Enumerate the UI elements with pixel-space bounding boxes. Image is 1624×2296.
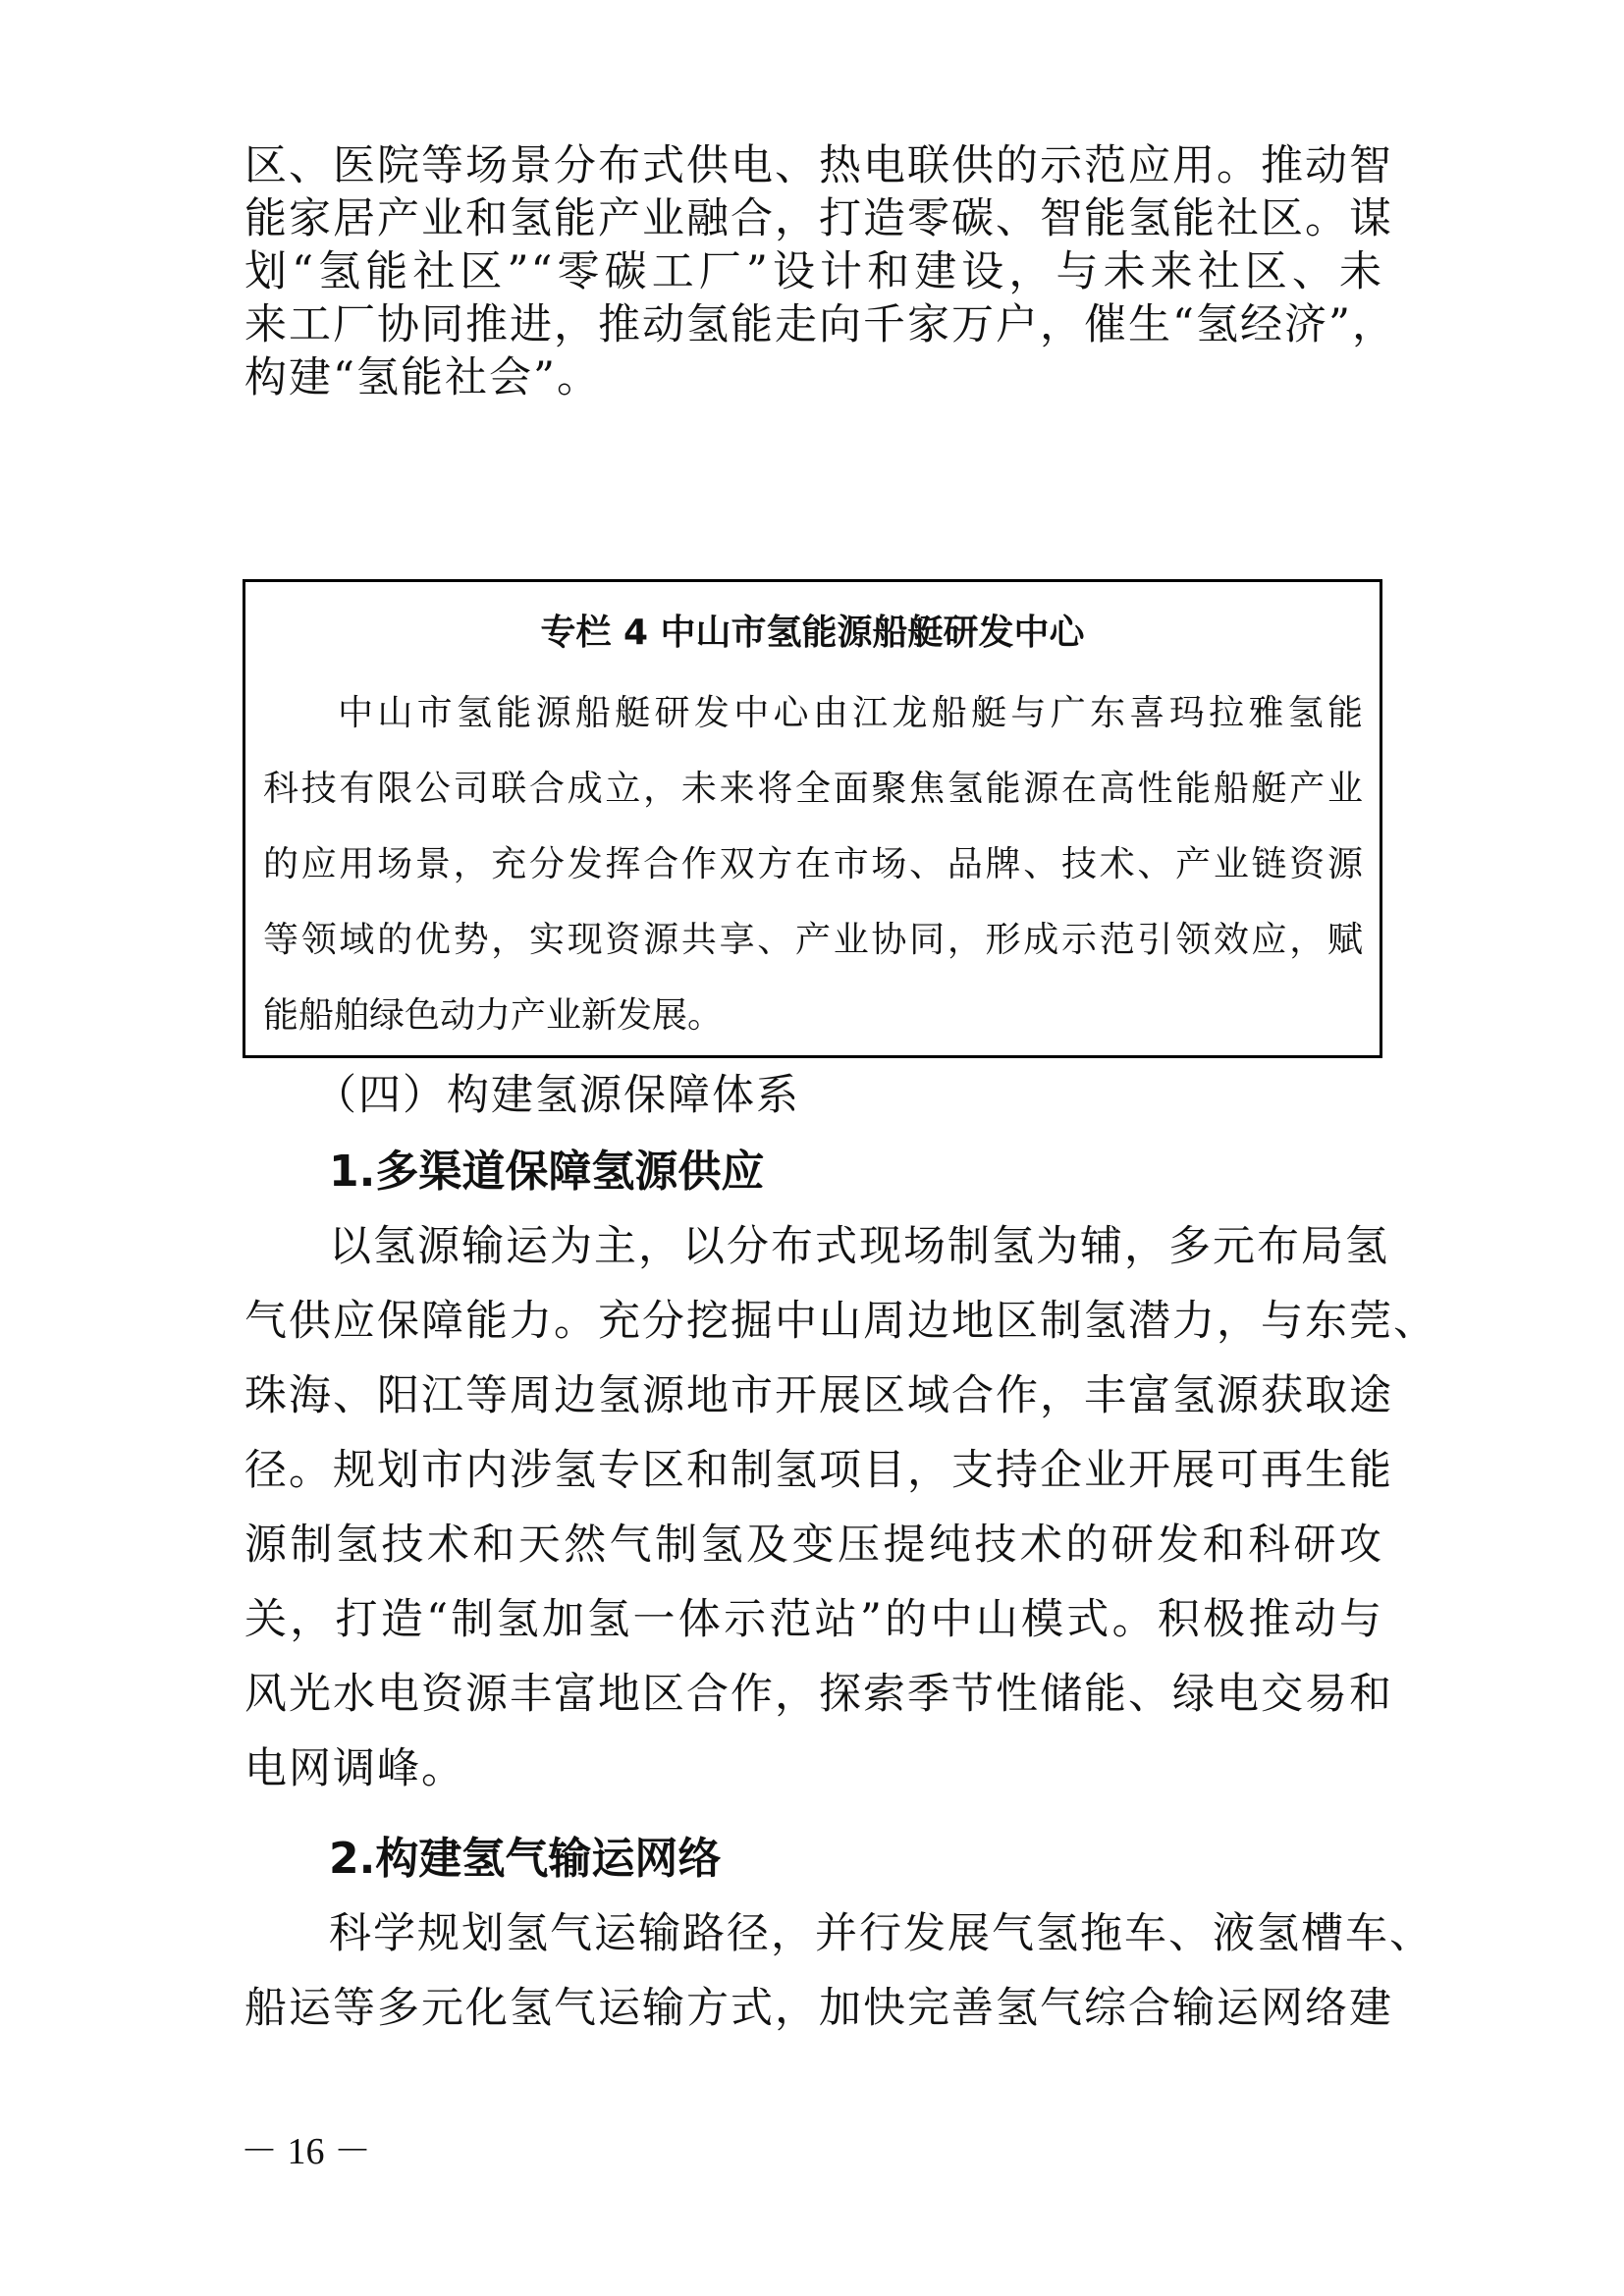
sidebar-box-line: 科技有限公司联合成立，未来将全面聚焦氢能源在高性能船艇产业 — [263, 769, 1363, 809]
paragraph-line: 科学规划氢气运输路径，并行发展气氢拖车、液氢槽车、 — [329, 1909, 1434, 1958]
subsection-heading: 2.构建氢气输运网络 — [329, 1834, 722, 1884]
paragraph-line: 径。规划市内涉氢专区和制氢项目，支持企业开展可再生能 — [244, 1446, 1393, 1495]
sidebar-box-title: 专栏 4 中山市氢能源船艇研发中心 — [540, 613, 1085, 653]
paragraph-line: 源制氢技术和天然气制氢及变压提纯技术的研发和科研攻 — [244, 1521, 1383, 1570]
sidebar-box-line: 能船舶绿色动力产业新发展。 — [263, 995, 724, 1036]
paragraph-line: 气供应保障能力。充分挖掘中山周边地区制氢潜力，与东莞、 — [244, 1297, 1437, 1346]
paragraph-line: 划“氢能社区”“零碳工厂”设计和建设，与未来社区、未 — [244, 247, 1383, 296]
paragraph-line: 电网调峰。 — [244, 1744, 465, 1793]
section-heading: （四）构建氢源保障体系 — [314, 1071, 800, 1120]
sidebar-box — [243, 579, 1382, 1058]
paragraph-line: 能家居产业和氢能产业融合，打造零碳、智能氢能社区。谋 — [244, 194, 1393, 243]
paragraph-line: 以氢源输运为主，以分布式现场制氢为辅，多元布局氢 — [329, 1222, 1389, 1271]
paragraph-line: 珠海、阳江等周边氢源地市开展区域合作，丰富氢源获取途 — [244, 1371, 1393, 1420]
sidebar-box-line: 的应用场景，充分发挥合作双方在市场、品牌、技术、产业链资源 — [263, 844, 1363, 884]
paragraph-line: 风光水电资源丰富地区合作，探索季节性储能、绿电交易和 — [244, 1670, 1393, 1719]
sidebar-box-line: 中山市氢能源船艇研发中心由江龙船艇与广东喜玛拉雅氢能 — [338, 693, 1363, 733]
paragraph-line: 来工厂协同推进，推动氢能走向千家万户，催生“氢经济”， — [244, 300, 1396, 349]
subsection-heading: 1.多渠道保障氢源供应 — [329, 1147, 765, 1197]
paragraph-line: 区、医院等场景分布式供电、热电联供的示范应用。推动智 — [244, 141, 1393, 190]
paragraph-line: 构建“氢能社会”。 — [244, 353, 601, 402]
page-number: － 16 － — [241, 2131, 372, 2172]
sidebar-box-line: 等领域的优势，实现资源共享、产业协同，形成示范引领效应，赋 — [263, 920, 1363, 960]
paragraph-line: 船运等多元化氢气运输方式，加快完善氢气综合输运网络建 — [244, 1984, 1393, 2033]
paragraph-line: 关，打造“制氢加氢一体示范站”的中山模式。积极推动与 — [244, 1595, 1383, 1644]
